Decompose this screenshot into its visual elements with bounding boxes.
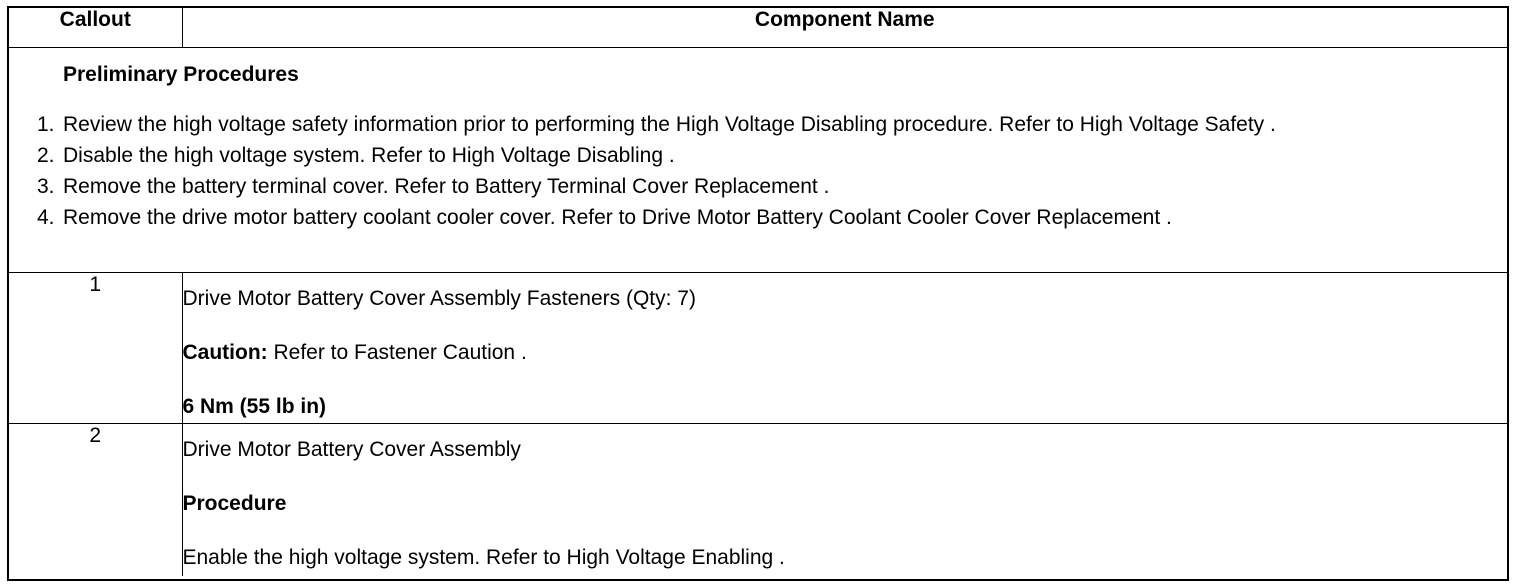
- preliminary-procedures-title: Preliminary Procedures: [63, 63, 299, 86]
- caution-note: [183, 340, 1508, 366]
- list-item: [9, 202, 1507, 233]
- component-name: Drive Motor Battery Cover Assembly: [182, 438, 521, 461]
- component-table: [9, 8, 1507, 576]
- step-text: Review the high voltage safety information prior to performing the High Voltage Disabling procedure. Refer to High Voltage Safety .: [63, 113, 1276, 136]
- component-cell: [182, 424, 1507, 577]
- step-text: Remove the battery terminal cover. Refer to Battery Terminal Cover Replacement .: [63, 175, 830, 198]
- list-item: [9, 109, 1507, 140]
- list-item: [9, 140, 1507, 171]
- step-number: 1.: [37, 113, 55, 136]
- component-name-column-header: Component Name: [182, 8, 1507, 48]
- step-number: 3.: [37, 175, 55, 198]
- step-text: Disable the high voltage system. Refer to High Voltage Disabling .: [63, 144, 675, 167]
- callout-column-header: Callout: [9, 8, 182, 48]
- table-header-row: [9, 8, 1507, 48]
- callout-number: 2: [9, 424, 182, 577]
- caution-text: Refer to Fastener Caution .: [267, 341, 527, 364]
- procedure-text: Enable the high voltage system. Refer to High Voltage Enabling .: [182, 546, 785, 569]
- callout-number: 1: [9, 273, 182, 424]
- step-number: 2.: [37, 144, 55, 167]
- procedure-label: Procedure: [182, 492, 287, 515]
- step-number: 4.: [37, 206, 55, 229]
- list-item: [9, 171, 1507, 202]
- preliminary-steps-list: [9, 109, 1507, 233]
- component-cell: [182, 273, 1507, 424]
- caution-label: Caution:: [182, 341, 268, 364]
- table-row: [9, 424, 1507, 577]
- preliminary-procedures-row: [9, 48, 1507, 273]
- preliminary-procedures-cell: [9, 48, 1507, 273]
- procedure-sheet: [7, 6, 1509, 581]
- torque-spec: 6 Nm (55 lb in): [182, 395, 327, 418]
- component-name: Drive Motor Battery Cover Assembly Fasteners (Qty: 7): [182, 287, 696, 310]
- table-row: [9, 273, 1507, 424]
- step-text: Remove the drive motor battery coolant cooler cover. Refer to Drive Motor Battery Coolant Cooler Cover Replacement .: [63, 206, 1172, 229]
